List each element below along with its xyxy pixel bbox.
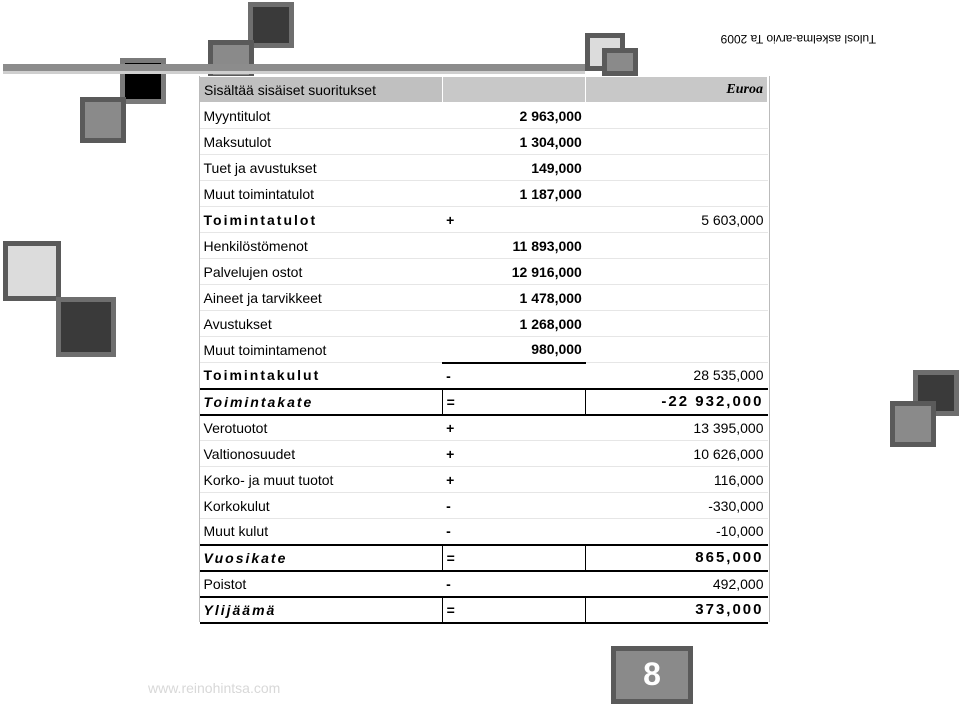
row-total xyxy=(586,181,768,207)
row-operator: + xyxy=(446,471,455,488)
table-row xyxy=(200,285,768,311)
row-value: 1 478,000 xyxy=(519,289,582,306)
table-row xyxy=(200,597,768,623)
row-label: Muut toimintamenot xyxy=(200,337,443,363)
table-row xyxy=(200,259,768,285)
row-label: Tuet ja avustukset xyxy=(200,155,443,181)
decor-square xyxy=(208,40,254,80)
row-total xyxy=(586,311,768,337)
row-label: Poistot xyxy=(200,571,443,597)
row-total: 5 603,000 xyxy=(586,207,768,233)
row-total xyxy=(586,155,768,181)
row-label: Verotuotot xyxy=(200,415,443,441)
row-total: 373,000 xyxy=(586,597,768,623)
row-label: Toimintatulot xyxy=(200,207,443,233)
row-label: Aineet ja tarvikkeet xyxy=(200,285,443,311)
row-label: Toimintakate xyxy=(200,389,443,415)
table-row xyxy=(200,493,768,519)
row-total xyxy=(586,259,768,285)
row-label: Korkokulut xyxy=(200,493,443,519)
decor-square xyxy=(248,2,294,48)
table-row xyxy=(200,181,768,207)
income-statement-table xyxy=(199,76,768,624)
row-label: Myyntitulot xyxy=(200,103,443,129)
row-value: 12 916,000 xyxy=(511,263,582,280)
row-operator: - xyxy=(446,497,451,514)
row-total xyxy=(586,103,768,129)
decor-square xyxy=(3,241,61,301)
table-row xyxy=(200,207,768,233)
row-total xyxy=(586,233,768,259)
row-value: 2 963,000 xyxy=(519,107,582,124)
row-total xyxy=(586,337,768,363)
decor-line xyxy=(3,64,585,71)
table-row xyxy=(200,233,768,259)
row-operator: = xyxy=(446,601,455,618)
row-operator: - xyxy=(446,367,451,384)
table-row xyxy=(200,103,768,129)
decor-square xyxy=(602,48,638,76)
table-row xyxy=(200,415,768,441)
unit-label: Euroa xyxy=(586,77,768,103)
row-total xyxy=(586,285,768,311)
row-label: Ylijäämä xyxy=(200,597,443,623)
row-value: 1 268,000 xyxy=(519,315,582,332)
table-row xyxy=(200,311,768,337)
decor-line xyxy=(3,71,585,74)
row-label: Valtionosuudet xyxy=(200,441,443,467)
row-total: 492,000 xyxy=(586,571,768,597)
row-label: Korko- ja muut tuotot xyxy=(200,467,443,493)
row-value: 980,000 xyxy=(531,341,582,358)
row-operator: = xyxy=(446,393,455,410)
table-row xyxy=(200,389,768,415)
row-label: Toimintakulut xyxy=(200,363,443,389)
table-row xyxy=(200,519,768,545)
table-title: Sisältää sisäiset suoritukset xyxy=(200,77,443,103)
table-row xyxy=(200,441,768,467)
page-number-badge: 8 xyxy=(611,646,693,704)
row-operator: + xyxy=(446,419,455,436)
row-total: 28 535,000 xyxy=(586,363,768,389)
row-value: 1 187,000 xyxy=(519,185,582,202)
decor-square xyxy=(56,297,116,357)
table-row xyxy=(200,363,768,389)
row-label: Avustukset xyxy=(200,311,443,337)
row-total xyxy=(586,129,768,155)
row-value: 149,000 xyxy=(531,159,582,176)
row-operator: + xyxy=(446,445,455,462)
row-value: 1 304,000 xyxy=(519,133,582,150)
header-note: Tulosl askelma-arvio Ta 2009 xyxy=(720,32,876,46)
table-row xyxy=(200,545,768,571)
decor-square xyxy=(80,97,126,143)
table-header-row xyxy=(200,77,768,103)
table-row xyxy=(200,337,768,363)
row-label: Muut toimintatulot xyxy=(200,181,443,207)
table-row xyxy=(200,129,768,155)
row-label: Palvelujen ostot xyxy=(200,259,443,285)
row-total: 865,000 xyxy=(586,545,768,571)
row-label: Henkilöstömenot xyxy=(200,233,443,259)
row-total: 10 626,000 xyxy=(586,441,768,467)
row-operator: - xyxy=(446,523,451,540)
table-row xyxy=(200,467,768,493)
table-row xyxy=(200,155,768,181)
row-total: -330,000 xyxy=(586,493,768,519)
table-row xyxy=(200,571,768,597)
row-label: Maksutulot xyxy=(200,129,443,155)
row-total: 116,000 xyxy=(586,467,768,493)
row-label: Vuosikate xyxy=(200,545,443,571)
row-operator: - xyxy=(446,575,451,592)
decor-square xyxy=(890,401,936,447)
row-value: 11 893,000 xyxy=(512,237,582,254)
row-total: -22 932,000 xyxy=(586,389,768,415)
footer-url: www.reinohintsa.com xyxy=(148,680,281,696)
row-operator: + xyxy=(446,211,455,228)
row-total: 13 395,000 xyxy=(586,415,768,441)
row-label: Muut kulut xyxy=(200,519,443,545)
row-total: -10,000 xyxy=(586,519,768,545)
row-operator: = xyxy=(446,549,455,566)
